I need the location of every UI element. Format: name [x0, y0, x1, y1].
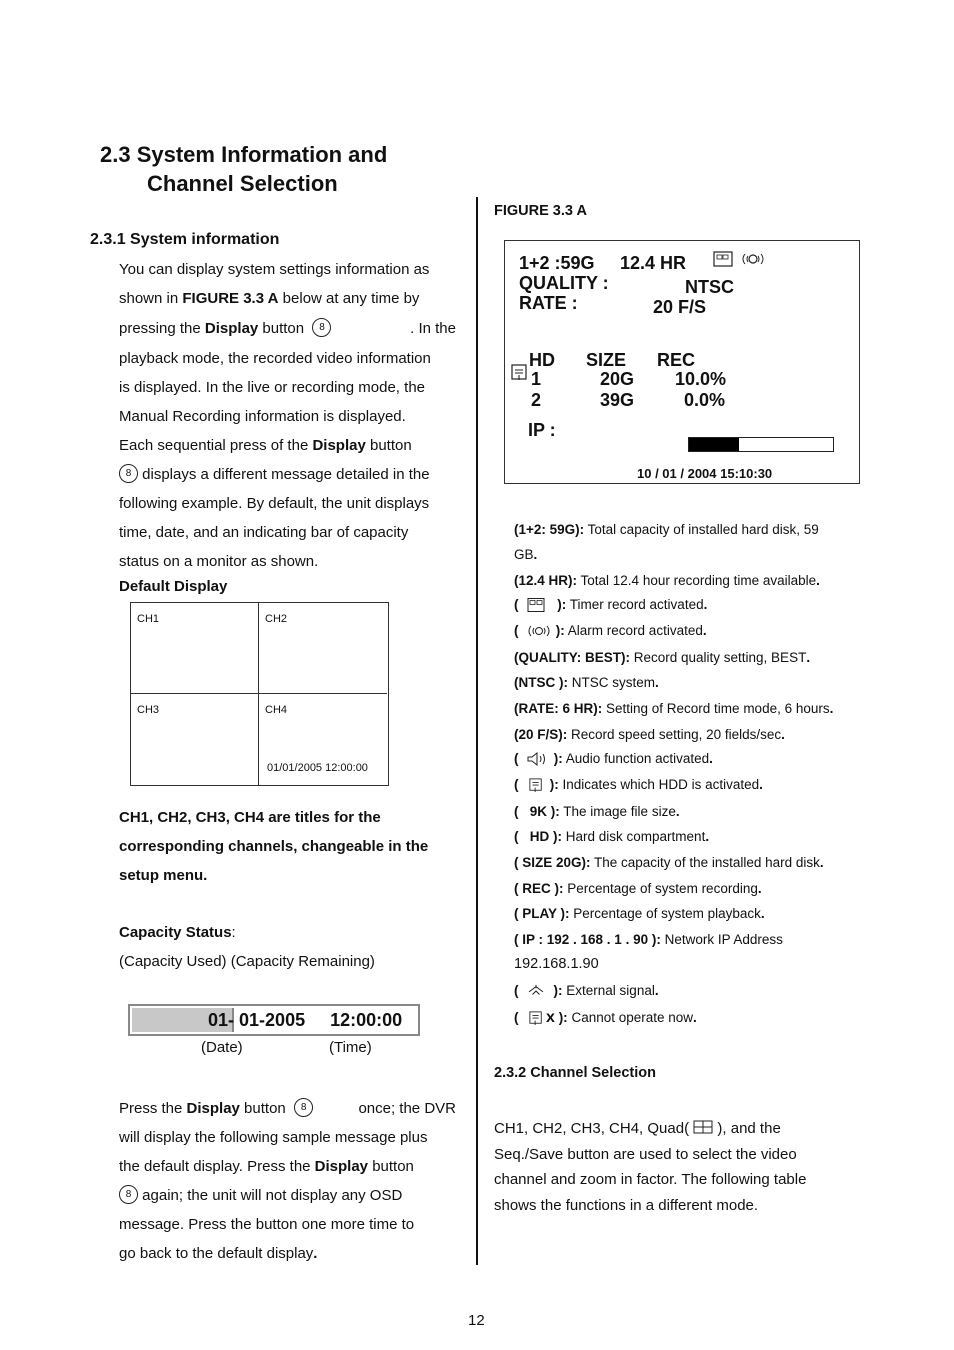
- audio-icon: [526, 752, 550, 766]
- legend-hours: (12.4 HR): Total 12.4 hour recording time available.: [514, 573, 820, 588]
- section-title: 2.3 System Information and Channel Selection: [100, 142, 388, 196]
- capacity-indicator-bar: [688, 437, 834, 452]
- press-paragraph: Press the Display button 8 once; the DVR will display the following sample message plus the default display. Press the Display button 8 again; the unit will not display any OSD message. Press the button one more time to go back to the default display.: [119, 1100, 456, 1262]
- hdd-icon: [526, 1011, 546, 1025]
- display-button-icon: 8: [312, 318, 331, 337]
- figure-label: FIGURE 3.3 A: [494, 203, 587, 219]
- capacity-status-section: Capacity Status: (Capacity Used) (Capacity Remaining): [119, 924, 375, 970]
- channel-title-note: CH1, CH2, CH3, CH4 are titles for the corresponding channels, changeable in the setup menu.: [119, 809, 429, 884]
- date-label: (Date): [201, 1039, 243, 1056]
- time-label: (Time): [329, 1039, 372, 1056]
- channel-paragraph: CH1, CH2, CH3, CH4, Quad( ), and the Seq./Save button are used to select the video channel and zoom in factor. The following table shows the functions in a different mode.: [494, 1120, 807, 1214]
- display-button-icon: 8: [119, 464, 138, 483]
- page-number: 12: [468, 1312, 485, 1329]
- subsection-title-system-info: 2.3.1 System information: [90, 231, 280, 248]
- hdd-active-icon: [510, 363, 530, 383]
- capacity-bar: 01- 01-2005 12:00:00: [128, 1004, 420, 1036]
- legend-ntsc: (NTSC ): NTSC system.: [514, 675, 659, 690]
- legend-size: ( SIZE 20G): The capacity of the installed hard disk.: [514, 855, 824, 870]
- default-display-heading: Default Display: [119, 578, 228, 595]
- channel-cell-4: CH4 01/01/2005 12:00:00: [265, 704, 368, 774]
- legend-rec: ( REC ): Percentage of system recording.: [514, 881, 762, 896]
- timestamp: 01/01/2005 12:00:00: [267, 762, 368, 774]
- legend-ip: ( IP : 192 . 168 . 1 . 90 ): Network IP Address: [514, 932, 783, 947]
- display-button-icon: 8: [119, 1185, 138, 1204]
- display-button-icon: 8: [294, 1098, 313, 1117]
- legend-ip-cont: 192.168.1.90: [514, 956, 599, 972]
- subsection-title-channel: 2.3.2 Channel Selection: [494, 1065, 656, 1081]
- timer-alarm-icons: [713, 250, 773, 268]
- external-signal-icon: [526, 984, 546, 998]
- legend-speed: (20 F/S): Record speed setting, 20 fields/sec.: [514, 727, 785, 742]
- legend-timer: ( ): Timer record activated.: [514, 597, 708, 612]
- osd-figure: 1+2 :59G 12.4 HR QUALITY : NTSC RATE : 20 F/S HD SIZE REC 1 20G 10.0% 2 39G 0.0% IP : 10 / 01 / 2004 15:10:30: [504, 240, 860, 484]
- legend-hdd-active: ( ): Indicates which HDD is activated.: [514, 777, 763, 792]
- legend-cannot-operate: ( x ): Cannot operate now.: [514, 1009, 697, 1026]
- legend-capacity: (1+2: 59G): Total capacity of installed hard disk, 59: [514, 522, 819, 537]
- legend-alarm: ( ): Alarm record activated.: [514, 623, 707, 638]
- timer-icon: [526, 598, 546, 612]
- channel-cell-1: CH1: [131, 603, 259, 694]
- default-display-grid: [130, 602, 389, 786]
- hdd-icon: [526, 778, 546, 792]
- legend-audio: ( ): Audio function activated.: [514, 751, 713, 766]
- capacity-indicator-fill: [689, 438, 739, 451]
- legend-image-size: ( 9K ): The image file size.: [514, 804, 680, 819]
- legend-quality: (QUALITY: BEST): Record quality setting, BEST.: [514, 650, 811, 665]
- osd-datetime: 10 / 01 / 2004 15:10:30: [637, 466, 773, 481]
- alarm-icon: [526, 624, 552, 638]
- legend-rate: (RATE: 6 HR): Setting of Record time mode, 6 hours.: [514, 701, 834, 716]
- channel-cell-2: CH2: [259, 603, 387, 694]
- legend-external: ( ): External signal.: [514, 983, 659, 998]
- quad-icon: [693, 1120, 713, 1134]
- column-divider: [476, 197, 478, 1265]
- legend-play: ( PLAY ): Percentage of system playback.: [514, 906, 765, 921]
- channel-cell-3: CH3: [131, 694, 259, 785]
- intro-paragraph: You can display system settings information as shown in FIGURE 3.3 A below at any time by pressing the Display button 8 . In the playback mode, the recorded video information is displayed. In the live or recording mode, the Manual Recording information is displayed. Each sequential press of the Display button 8 displays a different message detailed in the following example. By default, the unit displays time, date, and an indicating bar of capacity status on a monitor as shown.: [119, 261, 456, 570]
- legend-capacity-cont: GB.: [514, 547, 538, 562]
- legend-hd: ( HD ): Hard disk compartment.: [514, 829, 710, 844]
